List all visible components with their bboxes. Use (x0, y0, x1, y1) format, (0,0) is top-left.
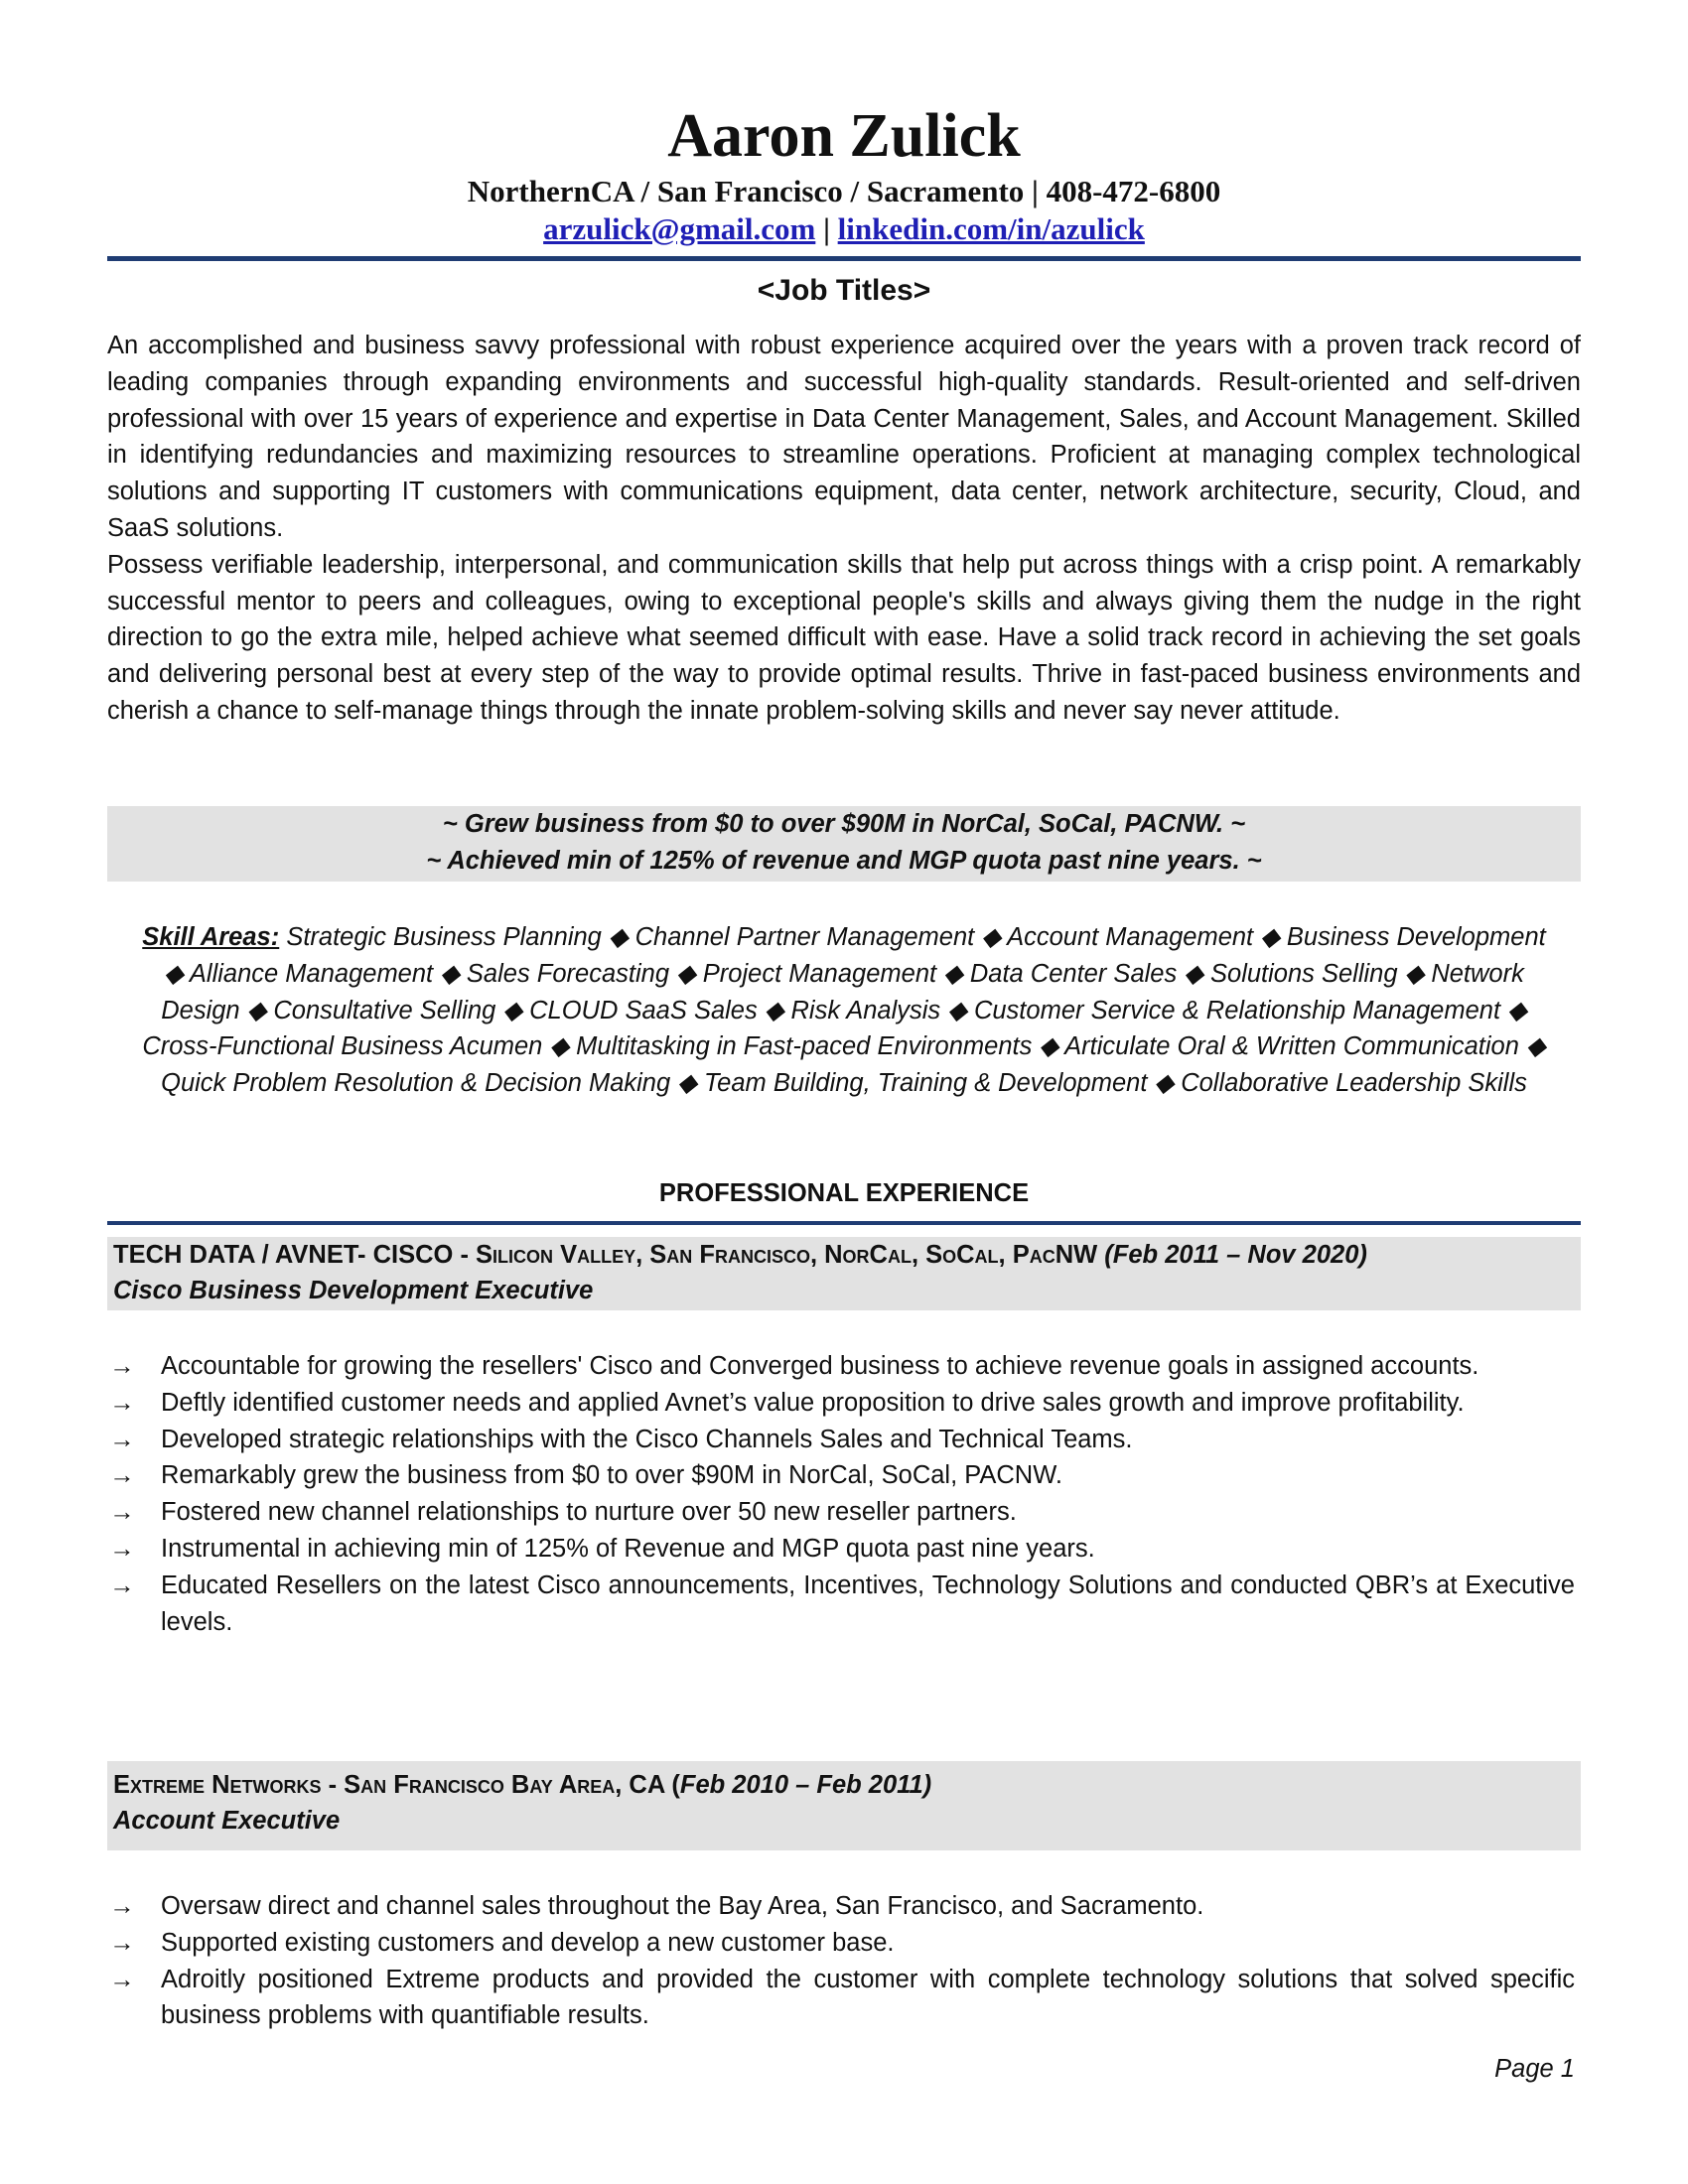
arrow-right-icon: → (109, 1570, 135, 1599)
job-1-title-line (113, 1237, 1367, 1273)
list-item (107, 1925, 1581, 1962)
bullet-text: Developed strategic relationships with the Cisco Channels Sales and Technical Teams. (161, 1425, 1133, 1453)
skill-areas-label: Skill Areas: (142, 923, 280, 951)
job-1-company: TECH DATA / AVNET- CISCO - (113, 1241, 477, 1269)
header-divider (107, 256, 1581, 261)
skill-areas (137, 919, 1551, 1102)
achievement-1: ~ Grew business from $0 to over $90M in NorCal, SoCal, PACNW. ~ (442, 810, 1246, 838)
arrow-right-icon: → (109, 1928, 135, 1957)
list-item (107, 1385, 1581, 1422)
list-item (107, 1888, 1581, 1925)
candidate-name: Aaron Zulick (667, 102, 1021, 170)
bullet-text: Educated Resellers on the latest Cisco announcements, Incentives, Technology Solutions and conducted QBR’s at Executive levels. (161, 1570, 1575, 1636)
list-item (107, 1348, 1581, 1385)
bullet-text: Oversaw direct and channel sales throughout the Bay Area, San Francisco, and Sacramento. (161, 1892, 1204, 1920)
bullet-text: Fostered new channel relationships to nurture over 50 new reseller partners. (161, 1498, 1017, 1527)
job-2-header (113, 1767, 931, 1839)
professional-summary (107, 328, 1581, 730)
job-2-role: Account Executive (113, 1807, 341, 1835)
arrow-right-icon: → (109, 1498, 135, 1527)
arrow-right-icon: → (109, 1461, 135, 1490)
list-item (107, 1962, 1581, 2035)
job-1-dates: (Feb 2011 – Nov 2020) (1097, 1241, 1367, 1269)
professional-experience-heading: PROFESSIONAL EXPERIENCE (658, 1179, 1030, 1207)
job-1-location: Silicon Valley, San Francisco, NorCal, SoCal, PacNW (476, 1241, 1098, 1269)
contact-separator: | (823, 211, 830, 246)
arrow-right-icon: → (109, 1388, 135, 1417)
list-item (107, 1457, 1581, 1494)
experience-divider (107, 1221, 1581, 1225)
bullet-text: Deftly identified customer needs and applied Avnet’s value proposition to drive sales growth and improve profitability. (161, 1388, 1465, 1417)
job-2-title-line (113, 1767, 931, 1803)
location-phone: NorthernCA / San Francisco / Sacramento | 408-472-6800 (467, 174, 1221, 208)
list-item (107, 1568, 1581, 1641)
achievement-2: ~ Achieved min of 125% of revenue and MGP quota past nine years. ~ (426, 847, 1262, 875)
contact-links (107, 210, 1581, 248)
email-link[interactable]: arzulick@gmail.com (543, 211, 816, 246)
summary-paragraph-2: Possess verifiable leadership, interpersonal, and communication skills that help put across things with a crisp point. A remarkably successful mentor to peers and colleagues, owing to exceptional people's skills and always giving them the nudge in the right direction to go the extra mile, helped achieve what seemed difficult with ease. Have a solid track record in achieving the set goals and delivering personal best at every step of the way to provide optimal results. Thrive in fast-paced business environments and cherish a chance to self-manage things through the innate problem-solving skills and never say never attitude. (107, 550, 1581, 725)
arrow-right-icon: → (109, 1425, 135, 1453)
job-2-company: Extreme Networks - San Francisco Bay Area, CA ( (113, 1771, 680, 1799)
bullet-text: Accountable for growing the resellers' Cisco and Converged business to achieve revenue goals in assigned accounts. (161, 1352, 1479, 1380)
list-item (107, 1422, 1581, 1458)
linkedin-link[interactable]: linkedin.com/in/azulick (837, 211, 1145, 246)
arrow-right-icon: → (109, 1892, 135, 1920)
bullet-text: Remarkably grew the business from $0 to over $90M in NorCal, SoCal, PACNW. (161, 1461, 1062, 1490)
summary-paragraph-1: An accomplished and business savvy professional with robust experience acquired over the years with a proven track record of leading companies through expanding environments and successful high-quality standards. Result-oriented and self-driven professional with over 15 years of experience and expertise in Data Center Management, Sales, and Account Management. Skilled in identifying redundancies and maximizing resources to streamline operations. Proficient at managing complex technological solutions and supporting IT customers with communications equipment, data center, network architecture, security, Cloud, and SaaS solutions. (107, 332, 1581, 542)
bullet-text: Supported existing customers and develop a new customer base. (161, 1928, 895, 1957)
achievements-band (107, 806, 1581, 882)
job-2-bullets (107, 1888, 1581, 2034)
arrow-right-icon: → (109, 1352, 135, 1380)
job-2-dates: Feb 2010 – Feb 2011) (679, 1771, 932, 1799)
job-1-header (113, 1237, 1367, 1308)
job-titles-heading: <Job Titles> (757, 274, 931, 307)
job-1-role: Cisco Business Development Executive (113, 1277, 594, 1304)
list-item (107, 1494, 1581, 1531)
job-1-bullets (107, 1348, 1581, 1640)
skill-areas-list: Strategic Business Planning ◆ Channel Partner Management ◆ Account Management ◆ Business Development ◆ Alliance Management ◆ Sales Forecasting ◆ Project Management ◆ Data Center Sales ◆ Solutions Selling ◆ Network Design ◆ Consultative Selling ◆ CLOUD SaaS Sales ◆ Risk Analysis ◆ Customer Service & Relationship Management ◆ Cross-Functional Business Acumen ◆ Multitasking in Fast-paced Environments ◆ Articulate Oral & Written Communication ◆ Quick Problem Resolution & Decision Making ◆ Team Building, Training & Development ◆ Collaborative Leadership Skills (142, 923, 1546, 1098)
list-item (107, 1531, 1581, 1568)
bullet-text: Adroitly positioned Extreme products and provided the customer with complete technology solutions that solved specific business problems with quantifiable results. (161, 1965, 1575, 2030)
bullet-text: Instrumental in achieving min of 125% of Revenue and MGP quota past nine years. (161, 1534, 1095, 1563)
arrow-right-icon: → (109, 1534, 135, 1563)
page-number: Page 1 (1494, 2055, 1575, 2083)
arrow-right-icon: → (109, 1965, 135, 1993)
